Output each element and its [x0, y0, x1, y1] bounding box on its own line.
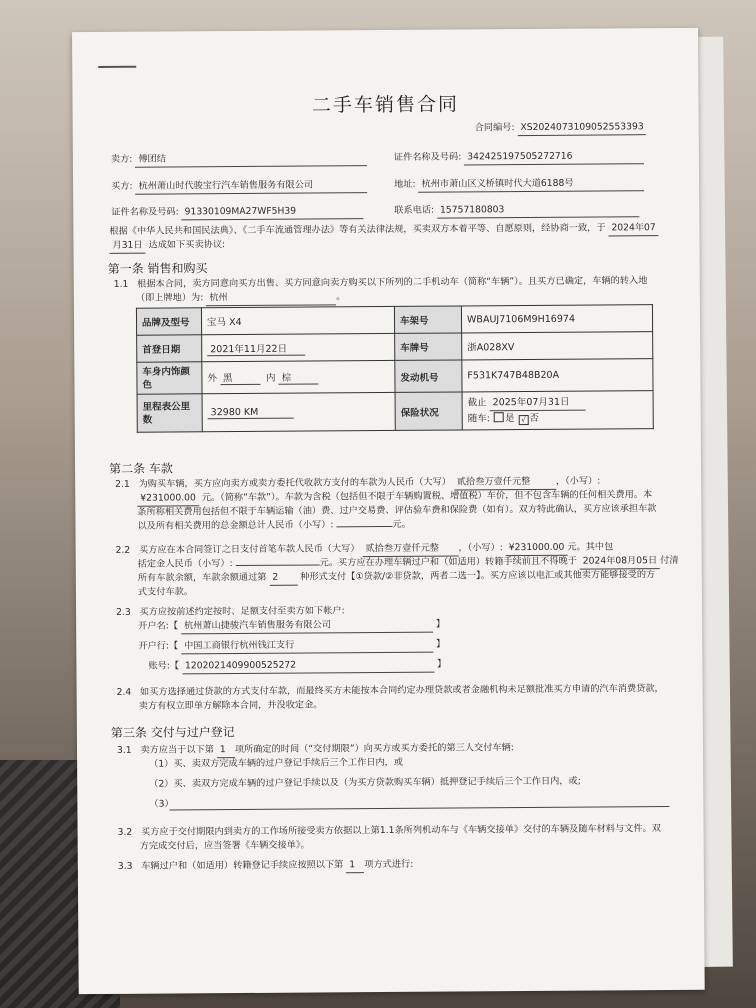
article3-heading: 第三条 交付与过户登记 — [110, 725, 235, 740]
reg-date-label: 首登日期 — [137, 335, 202, 362]
option-3-blank — [169, 806, 669, 810]
clause-2-2-line1: 2.2 买方应在本合同签订之日支付首笔车款人民币（大写） 贰拾叁万壹仟元整 ，（小写）: ¥231000.00 元。其中包 — [115, 541, 614, 556]
clause-2-1-line4: 以及所有相关费用的总金额总计人民币（小写）: 元。 — [137, 518, 411, 532]
clause-2-2-line3: 所有车款余额，车款余额通过第 2 种形式支付【①贷款/②非贷款，两者二选一】。买方应该以电汇或其他卖方能够接受的方 — [138, 568, 655, 587]
yes-checkbox — [494, 412, 504, 422]
brand-label: 品牌及型号 — [136, 308, 201, 335]
clause-3-3: 3.3 车辆过户和（如适用）转籍登记手续应按照以下第 1 项方式进行: — [117, 858, 414, 872]
preamble-line2: 月31日 达成如下买卖协议: — [109, 238, 225, 254]
preamble-line1: 根据《中华人民共和国民法典》、《二手车流通管理办法》等有关法律法规，买卖双方本着平等、自愿原则，经协商一致，于 2024年07 — [109, 221, 658, 240]
staple-mark — [98, 66, 136, 68]
account-name-row: 开户名:【 杭州萧山捷骏汽车销售服务有限公司 】 — [138, 618, 445, 635]
plate-value: 浙A028XV — [462, 332, 653, 360]
option-2: （2）买、卖双方完成车辆的过户登记手续以及（为买方贷款购买车辆）抵押登记手续后三个工作日内，或; — [149, 775, 581, 790]
brand-value: 宝马 X4 — [201, 306, 394, 334]
article1-heading: 第一条 销售和购买 — [107, 261, 208, 276]
clause-2-4-line1: 2.4 如买方选择通过贷款的方式支付车款，而最终买方未能按本合同约定办理贷款或者金融机构未足额批准买方申请的汽车消费贷款， — [116, 683, 664, 698]
engine-value: F531K747B48B20A — [462, 359, 653, 392]
clause-2-3: 2.3 买方应按前述约定按时、足额支付至卖方如下帐户: — [116, 605, 345, 618]
buyer-address-row: 地址: 杭州市萧山区义桥镇时代大道6188号 — [394, 176, 645, 193]
contract-page — [72, 28, 705, 994]
page-title: 二手车销售合同 — [311, 93, 460, 117]
clause-2-1-line3: 条所称相关费用包括但不限于车辆运输（油）费、过户交易费、评估验车费和保险费（如有）。双方特此确认，买方应该承担车款 — [137, 503, 657, 518]
plate-label: 车牌号 — [395, 333, 462, 360]
odometer-label: 里程表公里数 — [137, 394, 202, 432]
vin-value: WBAUJ7106M9H16974 — [461, 305, 652, 333]
clause-2-4-line2: 卖方有权立即单方解除本合同，并没收定金。 — [138, 699, 323, 712]
clause-1-1: 1.1 根据本合同，卖方同意向买方出售、买方同意向卖方购买以下所列的二手机动车（简称“车辆”）。且买方已确定，车辆的转入地 — [113, 275, 648, 290]
color-label: 车身内饰颜色 — [137, 362, 202, 394]
buyer-phone-row: 联系电话: 15757180803 — [394, 202, 639, 219]
option-1: （1）买、卖双方完成车辆的过户登记手续后三个工作日内，或 — [149, 756, 404, 770]
odometer-value: 32980 KM — [202, 392, 395, 431]
buyer-row: 买方: 杭州萧山时代骏宝行汽车销售服务有限公司 — [111, 178, 368, 195]
contract-number: 合同编号: XS20240731090525533​93 — [475, 120, 646, 136]
insurance-value: 截止 2025年07月31日 随车: 是 √ 否 — [462, 391, 653, 430]
color-value: 外 黑 内 棕 — [202, 360, 395, 393]
engine-label: 发动机号 — [395, 360, 462, 392]
clause-2-1-line2: ¥231000.00 元。（简称“车款”）。车款为含税（包括但不限于车辆购置税、增值税）车价，但不包含车辆的任何相关费用。本 — [137, 488, 652, 507]
reg-date-value: 2021年11月22日 — [202, 333, 395, 361]
no-checkbox-checked: √ — [518, 415, 528, 425]
seller-id-row: 证件名称及号码: 342425197505272716 — [394, 149, 644, 166]
vin-label: 车架号 — [394, 306, 461, 333]
clause-3-1: 3.1 卖方应当于以下第 1 项所确定的时间（“交付期限”）向买方或买方委托的第三人交付车辆: — [117, 741, 514, 759]
clause-3-2-line1: 3.2 买方应于交付期限内到卖方的工作场所接受卖方依据以上第1.1条所列机动车与《车辆交接单》交付的车辆及随车材料与文件。双 — [117, 823, 661, 838]
seller-row: 卖方: 傅团结 — [111, 151, 368, 168]
clause-2-2-line4: 式支付车款。 — [137, 586, 194, 598]
buyer-id-row: 证件名称及号码: 91330109MA27WF5H39 — [111, 204, 363, 221]
clause-2-1-line1: 2.1 为购买车辆，买方应向卖方或卖方委托代收款方支付的车款为人民币（大写） 贰拾叁万壹仟元整 ，（小写）: — [115, 475, 601, 490]
option-3: （3） — [149, 798, 174, 810]
clause-2-2-line2: 括定金人民币（小写）: 元。买方应在办理车辆过户和（如适用）转籍手续前且不得晚于 2024年08月05日 付清 — [137, 554, 679, 570]
clause-3-2-line2: 方完成交付后，应当签署《车辆交接单》。 — [139, 839, 310, 852]
article2-heading: 第二条 车款 — [109, 461, 173, 476]
insurance-label: 保险状况 — [395, 392, 462, 430]
vehicle-table — [136, 304, 654, 433]
bank-row: 开户行:【 中国工商银行杭州钱江支行 】 — [138, 638, 445, 655]
account-number-row: 账号:【 1202021409900525272 】 — [148, 658, 446, 675]
clause-1-1-city: （即上牌地）为: 杭州 。 — [136, 290, 346, 306]
